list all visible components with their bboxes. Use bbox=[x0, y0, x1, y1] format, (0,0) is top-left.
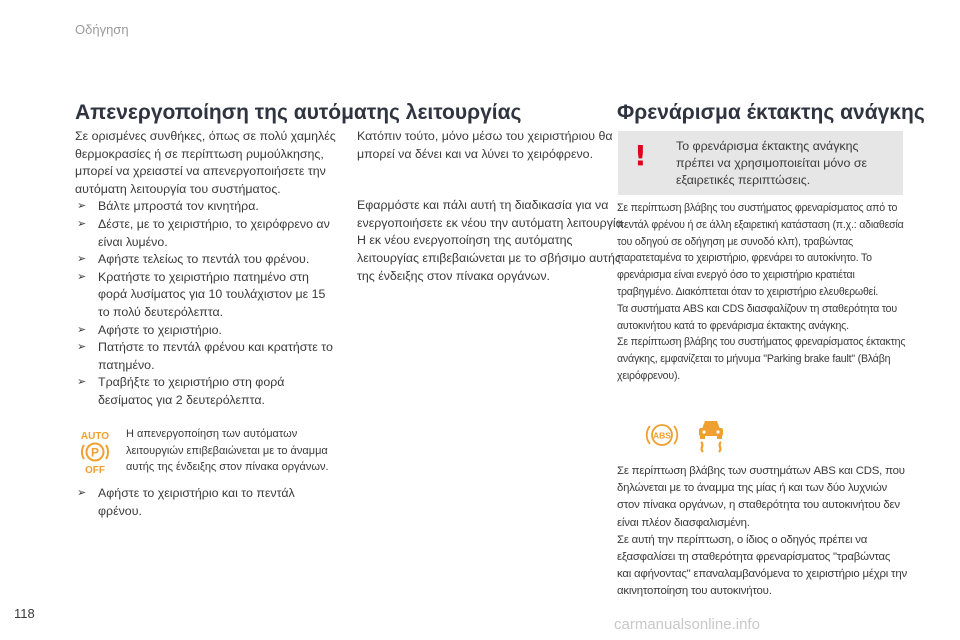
warning-box bbox=[618, 131, 903, 195]
svg-text:P: P bbox=[90, 445, 100, 460]
list-item: ➢ Πατήστε το πεντάλ φρένου και κρατήστε το πατημένο. bbox=[77, 340, 333, 372]
right-paragraph-2: Τα συστήματα ABS και CDS διασφαλίζουν τη σταθερότητα του αυτοκινήτου κατά το φρενάρισμα έκτακτης ανάγκης. bbox=[617, 302, 897, 332]
abs-cds-failure-description bbox=[617, 463, 907, 601]
esc-skid-icon bbox=[693, 416, 729, 454]
exclamation-warning-icon: ! bbox=[634, 139, 647, 172]
right-paragraph-5: Σε αυτή την περίπτωση, ο ίδιος ο οδηγός πρέπει να εξασφαλίσει τη σταθερότητα φρεναρίσματος "τραβώντας και αφήνοντας" επαναλαμβανόμενα το χειριστήριο μέχρι την ακινητοποίηση του αυτοκινήτου. bbox=[617, 533, 907, 598]
svg-text:OFF: OFF bbox=[85, 465, 105, 475]
list-item: ➢ Δέστε, με το χειριστήριο, το χειρόφρενο αν είναι λυμένο. bbox=[77, 216, 330, 249]
left-column bbox=[75, 128, 340, 410]
page-number: 118 bbox=[14, 606, 35, 621]
list-item: ➢ Τραβήξτε το χειριστήριο στη φορά δεσίματος για 2 δευτερόλεπτα. bbox=[77, 375, 285, 407]
abs-warning-icon bbox=[645, 420, 679, 450]
section-header: Οδήγηση bbox=[75, 22, 129, 37]
last-step-block bbox=[75, 485, 340, 520]
bullet-arrow-icon: ➢ bbox=[77, 376, 87, 389]
right-paragraph-4: Σε περίπτωση βλάβης των συστημάτων ABS και CDS, που δηλώνεται με το άναμμα της μίας ή και των δύο λυχνιών στον πίνακα οργάνων, η σταθερότητα του αυτοκινήτου δεν είναι πλέον διασφαλισμένη. bbox=[617, 465, 905, 529]
middle-paragraph-2: Εφαρμόστε και πάλι αυτή τη διαδικασία για να ενεργοποιήσετε εκ νέου την αυτόματη λειτουργία. bbox=[357, 198, 627, 230]
right-section-title: Φρενάρισμα έκτακτης ανάγκης bbox=[617, 101, 925, 124]
list-item: ➢ Αφήστε τελείως το πεντάλ του φρένου. bbox=[75, 251, 340, 269]
svg-text:AUTO: AUTO bbox=[80, 431, 110, 442]
auto-p-off-icon bbox=[77, 429, 113, 475]
left-section-title: Απενεργοποίηση της αυτόματης λειτουργίας bbox=[75, 101, 522, 124]
note-text: Η απενεργοποίηση των αυτόματων λειτουργιών επιβεβαιώνεται με το άναμμα αυτής της ένδειξης στον πίνακα οργάνων. bbox=[126, 428, 329, 473]
warning-lamps bbox=[645, 416, 735, 454]
right-paragraph-3: Σε περίπτωση βλάβης του συστήματος φρεναρίσματος έκτακτης ανάγκης, εμφανίζεται το μήνυμα "Parking brake fault" (Βλάβη χειρόφρενου). bbox=[617, 336, 906, 382]
list-item: ➢ Αφήστε το χειριστήριο και το πεντάλ φρένου. bbox=[77, 486, 295, 518]
bullet-arrow-icon: ➢ bbox=[77, 487, 87, 499]
bullet-arrow-icon: ➢ bbox=[77, 270, 87, 283]
list-item: ➢ Κρατήστε το χειριστήριο πατημένο στη φορά λυσίματος για 10 τουλάχιστον με 15 το πολύ δευτερόλεπτα. bbox=[77, 269, 326, 319]
emergency-brake-description bbox=[617, 200, 907, 385]
bullet-arrow-icon: ➢ bbox=[77, 253, 87, 266]
intro-paragraph: Σε ορισμένες συνθήκες, όπως σε πολύ χαμηλές θερμοκρασίες ή σε περίπτωση ρυμούλκησης, μπορεί να χρειαστεί να απενεργοποιήσετε την αυτόματη λειτουργία του συστήματος. bbox=[75, 129, 336, 196]
list-item: ➢ Αφήστε το χειριστήριο. bbox=[75, 322, 340, 340]
bullet-arrow-icon: ➢ bbox=[77, 341, 87, 354]
middle-paragraph-3: Η εκ νέου ενεργοποίηση της αυτόματης λειτουργίας επιβεβαιώνεται με το σβήσιμο αυτής της ένδειξης στον πίνακα οργάνων. bbox=[357, 233, 621, 283]
list-item: ➢ Βάλτε μπροστά τον κινητήρα. bbox=[75, 198, 340, 216]
watermark: carmanualsonline.info bbox=[614, 616, 760, 633]
svg-text:ABS: ABS bbox=[653, 430, 671, 441]
bullet-arrow-icon: ➢ bbox=[77, 200, 87, 213]
warning-text: Το φρενάρισμα έκτακτης ανάγκης πρέπει να χρησιμοποιείται μόνο σε εξαιρετικές περιπτώσεις. bbox=[676, 139, 867, 187]
auto-off-note bbox=[77, 426, 347, 476]
bullet-arrow-icon: ➢ bbox=[77, 217, 87, 230]
steps-list bbox=[75, 198, 340, 409]
bullet-arrow-icon: ➢ bbox=[77, 323, 87, 336]
steps-list-continued bbox=[75, 485, 340, 520]
middle-paragraph-1: Κατόπιν τούτο, μόνο μέσω του χειριστήριου θα μπορεί να δένει και να λύνει το χειρόφρενο. bbox=[357, 129, 613, 161]
right-paragraph-1: Σε περίπτωση βλάβης του συστήματος φρεναρίσματος από το πεντάλ φρένου ή σε άλλη εξαιρετική κατάσταση (π.χ.: αδιαθεσία του οδηγού σε οδήγηση με συνοδό κλπ), τραβώντας παρατεταμένα το χειριστήριο, φρενάρει το αυτοκίνητο. Το φρενάρισμα είναι ενεργό όσο το χειριστήριο κρατιέται τραβηγμένο. Διακόπτεται όταν το χειριστήριο ελευθερωθεί. bbox=[617, 202, 904, 298]
middle-column bbox=[357, 128, 627, 285]
